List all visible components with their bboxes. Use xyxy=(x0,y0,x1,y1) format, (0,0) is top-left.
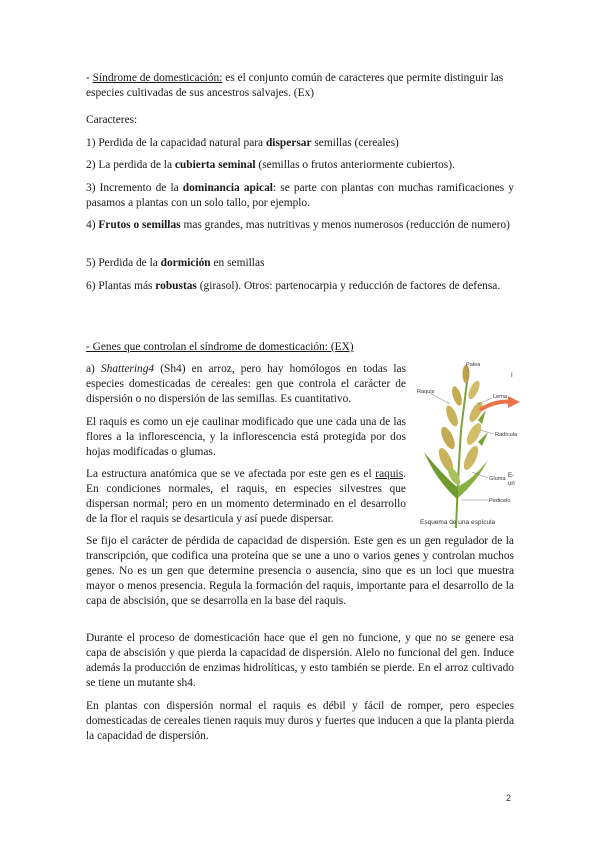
raquis-paragraph: El raquis es como un eje caulinar modificado que une cada una de las flores a la inflorescencia, y la inflorescencia está protegida por dos hojas modificadas o glumas. xyxy=(86,416,406,458)
gene-name: Shattering4 xyxy=(100,363,155,375)
caracteres-label: Caracteres: xyxy=(86,114,138,126)
figure-caption: Esquema de una espícula xyxy=(420,519,496,526)
syndrome-definition: - Síndrome de domesticación: es el conjunto común de caracteres que permite distinguir las especies cultivadas de sus ancestros salvajes. (Ex) xyxy=(86,72,504,99)
page-number: 2 xyxy=(506,793,512,803)
label-radicula: Radícula xyxy=(495,432,518,438)
shattering4-paragraph: a) Shattering4 (Sh4) en arroz, pero hay homólogos en todas las especies domesticadas de cereales: gen que controla el carácter de dispersión o no dispersión de las semillas. Es cuantitativo. xyxy=(86,363,406,405)
label-raquis: Raquis xyxy=(417,389,435,395)
domestication-paragraph: Durante el proceso de domesticación hace que el gen no funcione, y que no se genere esa capa de abscisión y que pierda la capacidad de dispersión. Alelo no funcional del gen. Induce además la producción de enzimas hidrolíticas, y esto también se pierde. En el arroz cultivado se tiene un mutante sh4. xyxy=(86,632,514,689)
syndrome-term: Síndrome de domesticación: xyxy=(92,72,223,84)
dispersal-paragraph: En plantas con dispersión normal el raquis es débil y fácil de romper, pero especies domesticadas de cereales tienen raquis muy duros y fuertes que inducen a que la planta pierda la capacidad de dispersión. xyxy=(86,700,514,742)
side-mark: E- xyxy=(508,473,514,479)
list-item: 4) Frutos o semillas mas grandes, mas nutritivas y menos numerosos (reducción de numero) xyxy=(86,219,510,231)
regulator-paragraph: Se fijo el carácter de pérdida de capacidad de dispersión. Este gen es un gen regulador de la transcripción, que codifica una proteína que se une a uno o varios genes y controlan muchos genes. No es un gen que determine presencia o ausencia, sino que es un loci que muestra mayor o menos presencia. Regula la formación del raquis, importante para el desarrollo de la capa de abscisión, que se desarrolla en la base del raquis. xyxy=(86,535,514,607)
label-lema: Lema xyxy=(493,394,507,400)
side-mark: un xyxy=(508,481,515,487)
leaf xyxy=(458,460,488,498)
label-pedicelo: Pedicelo xyxy=(489,498,511,504)
spikelet-diagram xyxy=(416,360,526,530)
dispersal-arrow xyxy=(480,402,512,410)
list-item: 6) Plantas más robustas (girasol). Otros: partenocarpia y reducción de factores de defensa. xyxy=(86,280,501,292)
genes-heading: - Genes que controlan el síndrome de domesticación: (EX) xyxy=(86,341,354,353)
list-item: 1) Perdida de la capacidad natural para dispersar semillas (cereales) xyxy=(86,137,399,149)
list-item: 2) La perdida de la cubierta seminal (semillas o frutos anteriormente cubiertos). xyxy=(86,159,455,171)
spikelet-figure xyxy=(416,360,526,530)
label-gluma: Gluma xyxy=(489,476,506,482)
list-item: 5) Perdida de la dormición en semillas xyxy=(86,257,265,269)
structure-paragraph: La estructura anatómica que se ve afectada por este gen es el raquis. En condiciones normales, el raquis, en especies silvestres que dispersan normal; pero en un momento determinado en el desarrollo de la flor el raquis se desarticula y así puede dispersar. xyxy=(86,468,406,525)
side-mark: I xyxy=(511,373,513,379)
label-palea: Palea xyxy=(466,362,481,368)
list-item: 3) Incremento de la dominancia apical: se parte con plantas con muchas ramificaciones y pasamos a plantas con un solo tallo, por ejemplo. xyxy=(86,182,514,209)
